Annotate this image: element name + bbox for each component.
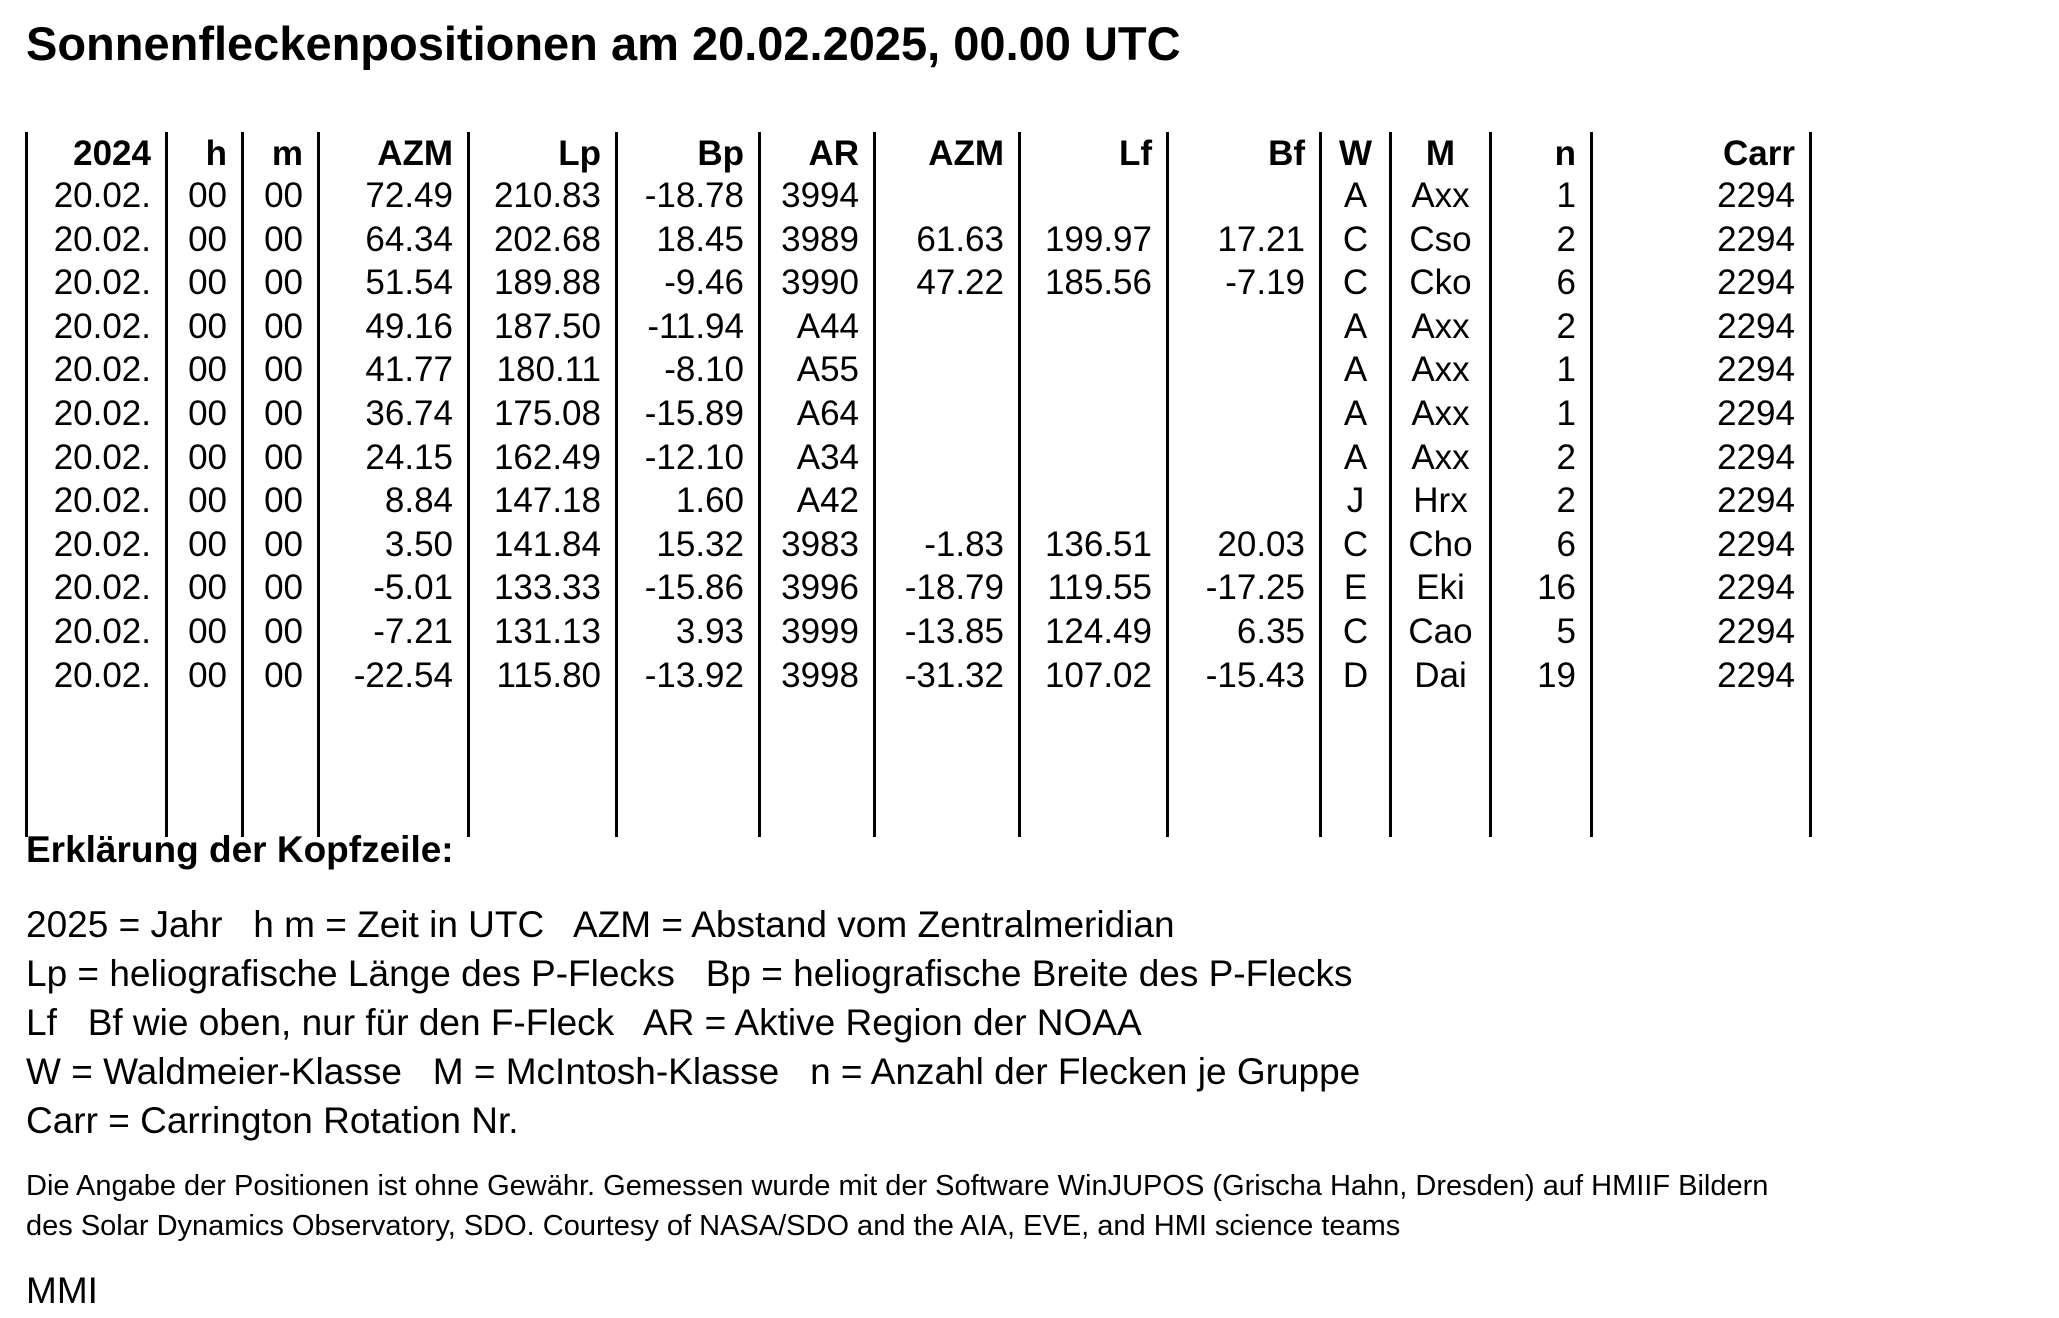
cell-azm-f: -31.32	[875, 654, 1020, 698]
cell-carrington: 2294	[1592, 654, 1811, 698]
cell-date: 20.02.	[27, 610, 167, 654]
cell-bp: -15.86	[617, 566, 760, 610]
cell-minute: 00	[243, 174, 319, 218]
cell-bf: -7.19	[1168, 261, 1321, 305]
col-header-carrington: Carr	[1592, 132, 1811, 174]
cell-date: 20.02.	[27, 348, 167, 392]
cell-bf: -15.43	[1168, 654, 1321, 698]
cell-waldmeier: J	[1321, 479, 1391, 523]
empty-cell	[319, 697, 469, 837]
col-header-minute: m	[243, 132, 319, 174]
cell-lf	[1020, 174, 1168, 218]
cell-bf	[1168, 305, 1321, 349]
cell-azm-p: 3.50	[319, 523, 469, 567]
empty-cell	[1168, 697, 1321, 837]
cell-mcintosh: Axx	[1391, 436, 1491, 480]
cell-lp: 210.83	[469, 174, 617, 218]
cell-azm-f	[875, 436, 1020, 480]
cell-hour: 00	[167, 436, 243, 480]
cell-mcintosh: Hrx	[1391, 479, 1491, 523]
cell-ar: 3989	[760, 218, 875, 262]
legend-heading: Erklärung der Kopfzeile:	[26, 829, 454, 870]
cell-carrington: 2294	[1592, 305, 1811, 349]
cell-count: 6	[1491, 261, 1592, 305]
cell-carrington: 2294	[1592, 566, 1811, 610]
cell-bp: 1.60	[617, 479, 760, 523]
empty-cell	[1592, 697, 1811, 837]
legend	[26, 900, 1360, 1145]
legend-line: Lf Bf wie oben, nur für den F-Fleck AR = Aktive Region der NOAA	[26, 1002, 1142, 1043]
col-header-hour: h	[167, 132, 243, 174]
table-row	[27, 566, 1811, 610]
cell-azm-p: 64.34	[319, 218, 469, 262]
table-row	[27, 305, 1811, 349]
cell-minute: 00	[243, 566, 319, 610]
cell-hour: 00	[167, 523, 243, 567]
cell-ar: 3990	[760, 261, 875, 305]
cell-azm-f	[875, 479, 1020, 523]
cell-hour: 00	[167, 218, 243, 262]
col-header-lp: Lp	[469, 132, 617, 174]
cell-ar: A55	[760, 348, 875, 392]
cell-lf: 124.49	[1020, 610, 1168, 654]
cell-date: 20.02.	[27, 174, 167, 218]
page-title: Sonnenfleckenpositionen am 20.02.2025, 00.00 UTC	[26, 17, 1181, 70]
cell-carrington: 2294	[1592, 610, 1811, 654]
table-header-row	[27, 132, 1811, 174]
cell-waldmeier: A	[1321, 436, 1391, 480]
cell-ar: A64	[760, 392, 875, 436]
sunspot-table	[25, 132, 1812, 837]
legend-line: Carr = Carrington Rotation Nr.	[26, 1100, 519, 1141]
cell-azm-f: 61.63	[875, 218, 1020, 262]
cell-minute: 00	[243, 348, 319, 392]
legend-line: W = Waldmeier-Klasse M = McIntosh-Klasse n = Anzahl der Flecken je Gruppe	[26, 1051, 1361, 1092]
empty-cell	[760, 697, 875, 837]
cell-carrington: 2294	[1592, 348, 1811, 392]
col-header-count: n	[1491, 132, 1592, 174]
cell-ar: 3983	[760, 523, 875, 567]
cell-minute: 00	[243, 392, 319, 436]
cell-date: 20.02.	[27, 566, 167, 610]
cell-azm-p: 72.49	[319, 174, 469, 218]
disclaimer-line: Die Angabe der Positionen ist ohne Gewähr. Gemessen wurde mit der Software WinJUPOS (Grischa Hahn, Dresden) auf HMIIF Bildern	[26, 1170, 1769, 1202]
cell-ar: A42	[760, 479, 875, 523]
cell-count: 19	[1491, 654, 1592, 698]
cell-count: 5	[1491, 610, 1592, 654]
cell-mcintosh: Cso	[1391, 218, 1491, 262]
cell-date: 20.02.	[27, 218, 167, 262]
cell-lf: 107.02	[1020, 654, 1168, 698]
cell-lp: 202.68	[469, 218, 617, 262]
cell-hour: 00	[167, 174, 243, 218]
empty-cell	[1321, 697, 1391, 837]
empty-cell	[27, 697, 167, 837]
cell-mcintosh: Cho	[1391, 523, 1491, 567]
cell-lp: 189.88	[469, 261, 617, 305]
cell-lf: 185.56	[1020, 261, 1168, 305]
cell-date: 20.02.	[27, 654, 167, 698]
cell-mcintosh: Eki	[1391, 566, 1491, 610]
legend-line: 2025 = Jahr h m = Zeit in UTC AZM = Abstand vom Zentralmeridian	[26, 904, 1175, 945]
cell-date: 20.02.	[27, 392, 167, 436]
author-initials: MMI	[26, 1270, 98, 1311]
cell-azm-p: -22.54	[319, 654, 469, 698]
cell-bp: -18.78	[617, 174, 760, 218]
cell-waldmeier: C	[1321, 523, 1391, 567]
cell-azm-p: 41.77	[319, 348, 469, 392]
empty-cell	[875, 697, 1020, 837]
cell-azm-p: 51.54	[319, 261, 469, 305]
table-row	[27, 174, 1811, 218]
cell-mcintosh: Axx	[1391, 392, 1491, 436]
cell-azm-p: 49.16	[319, 305, 469, 349]
cell-waldmeier: A	[1321, 305, 1391, 349]
cell-minute: 00	[243, 261, 319, 305]
cell-carrington: 2294	[1592, 392, 1811, 436]
cell-azm-p: -5.01	[319, 566, 469, 610]
cell-lp: 180.11	[469, 348, 617, 392]
cell-hour: 00	[167, 479, 243, 523]
cell-mcintosh: Cko	[1391, 261, 1491, 305]
cell-carrington: 2294	[1592, 174, 1811, 218]
cell-waldmeier: A	[1321, 348, 1391, 392]
col-header-ar: AR	[760, 132, 875, 174]
cell-lf	[1020, 392, 1168, 436]
cell-waldmeier: C	[1321, 218, 1391, 262]
empty-cell	[617, 697, 760, 837]
cell-waldmeier: E	[1321, 566, 1391, 610]
cell-lp: 187.50	[469, 305, 617, 349]
cell-bf: 20.03	[1168, 523, 1321, 567]
disclaimer-line: des Solar Dynamics Observatory, SDO. Courtesy of NASA/SDO and the AIA, EVE, and HMI science teams	[26, 1210, 1401, 1242]
col-header-waldmeier: W	[1321, 132, 1391, 174]
cell-date: 20.02.	[27, 305, 167, 349]
cell-count: 2	[1491, 305, 1592, 349]
cell-bp: -11.94	[617, 305, 760, 349]
cell-bf: -17.25	[1168, 566, 1321, 610]
cell-lf: 119.55	[1020, 566, 1168, 610]
cell-mcintosh: Cao	[1391, 610, 1491, 654]
cell-count: 6	[1491, 523, 1592, 567]
cell-bp: -9.46	[617, 261, 760, 305]
empty-cell	[1020, 697, 1168, 837]
cell-ar: 3998	[760, 654, 875, 698]
cell-lp: 141.84	[469, 523, 617, 567]
cell-hour: 00	[167, 392, 243, 436]
cell-lf	[1020, 436, 1168, 480]
table-body	[27, 174, 1811, 837]
cell-azm-f	[875, 392, 1020, 436]
cell-waldmeier: A	[1321, 392, 1391, 436]
cell-lf: 199.97	[1020, 218, 1168, 262]
table-row	[27, 348, 1811, 392]
cell-azm-f: -13.85	[875, 610, 1020, 654]
empty-cell	[1491, 697, 1592, 837]
col-header-year: 2024	[27, 132, 167, 174]
cell-minute: 00	[243, 436, 319, 480]
cell-bf	[1168, 479, 1321, 523]
cell-bp: -13.92	[617, 654, 760, 698]
cell-carrington: 2294	[1592, 261, 1811, 305]
cell-count: 16	[1491, 566, 1592, 610]
cell-azm-p: -7.21	[319, 610, 469, 654]
table-row	[27, 218, 1811, 262]
cell-lf	[1020, 305, 1168, 349]
cell-azm-f	[875, 348, 1020, 392]
cell-carrington: 2294	[1592, 436, 1811, 480]
cell-azm-p: 8.84	[319, 479, 469, 523]
cell-azm-f	[875, 305, 1020, 349]
cell-carrington: 2294	[1592, 218, 1811, 262]
cell-hour: 00	[167, 566, 243, 610]
cell-count: 2	[1491, 479, 1592, 523]
cell-bp: 15.32	[617, 523, 760, 567]
cell-minute: 00	[243, 523, 319, 567]
col-header-bp: Bp	[617, 132, 760, 174]
cell-minute: 00	[243, 654, 319, 698]
cell-count: 1	[1491, 174, 1592, 218]
col-header-azm-f: AZM	[875, 132, 1020, 174]
cell-minute: 00	[243, 610, 319, 654]
cell-azm-f: -18.79	[875, 566, 1020, 610]
cell-bp: -15.89	[617, 392, 760, 436]
cell-ar: A34	[760, 436, 875, 480]
table-row	[27, 392, 1811, 436]
cell-carrington: 2294	[1592, 523, 1811, 567]
cell-count: 1	[1491, 392, 1592, 436]
cell-bp: -12.10	[617, 436, 760, 480]
empty-cell	[469, 697, 617, 837]
cell-mcintosh: Axx	[1391, 348, 1491, 392]
cell-count: 1	[1491, 348, 1592, 392]
empty-cell	[1391, 697, 1491, 837]
col-header-bf: Bf	[1168, 132, 1321, 174]
table-row	[27, 523, 1811, 567]
cell-hour: 00	[167, 610, 243, 654]
table-row	[27, 436, 1811, 480]
cell-hour: 00	[167, 305, 243, 349]
cell-ar: 3999	[760, 610, 875, 654]
cell-lf: 136.51	[1020, 523, 1168, 567]
cell-lf	[1020, 479, 1168, 523]
table-filler-row	[27, 697, 1811, 837]
cell-lp: 162.49	[469, 436, 617, 480]
cell-waldmeier: C	[1321, 610, 1391, 654]
cell-lp: 133.33	[469, 566, 617, 610]
table-row	[27, 479, 1811, 523]
cell-azm-f: 47.22	[875, 261, 1020, 305]
cell-mcintosh: Dai	[1391, 654, 1491, 698]
cell-waldmeier: D	[1321, 654, 1391, 698]
cell-lf	[1020, 348, 1168, 392]
legend-line: Lp = heliografische Länge des P-Flecks Bp = heliografische Breite des P-Flecks	[26, 953, 1353, 994]
empty-cell	[243, 697, 319, 837]
cell-hour: 00	[167, 348, 243, 392]
cell-date: 20.02.	[27, 523, 167, 567]
col-header-lf: Lf	[1020, 132, 1168, 174]
table-row	[27, 261, 1811, 305]
cell-count: 2	[1491, 218, 1592, 262]
cell-bf	[1168, 436, 1321, 480]
cell-waldmeier: C	[1321, 261, 1391, 305]
cell-carrington: 2294	[1592, 479, 1811, 523]
cell-bp: 18.45	[617, 218, 760, 262]
cell-ar: 3996	[760, 566, 875, 610]
cell-lp: 147.18	[469, 479, 617, 523]
table-row	[27, 610, 1811, 654]
cell-bf: 17.21	[1168, 218, 1321, 262]
cell-bf	[1168, 348, 1321, 392]
cell-lp: 175.08	[469, 392, 617, 436]
cell-hour: 00	[167, 654, 243, 698]
cell-date: 20.02.	[27, 261, 167, 305]
disclaimer	[26, 1166, 1768, 1246]
cell-lp: 115.80	[469, 654, 617, 698]
cell-minute: 00	[243, 305, 319, 349]
cell-mcintosh: Axx	[1391, 174, 1491, 218]
cell-date: 20.02.	[27, 479, 167, 523]
cell-hour: 00	[167, 261, 243, 305]
cell-minute: 00	[243, 218, 319, 262]
cell-bp: 3.93	[617, 610, 760, 654]
cell-waldmeier: A	[1321, 174, 1391, 218]
cell-date: 20.02.	[27, 436, 167, 480]
cell-minute: 00	[243, 479, 319, 523]
cell-azm-f	[875, 174, 1020, 218]
empty-cell	[167, 697, 243, 837]
cell-ar: A44	[760, 305, 875, 349]
cell-mcintosh: Axx	[1391, 305, 1491, 349]
table-row	[27, 654, 1811, 698]
cell-azm-p: 36.74	[319, 392, 469, 436]
cell-count: 2	[1491, 436, 1592, 480]
cell-bf	[1168, 392, 1321, 436]
cell-bp: -8.10	[617, 348, 760, 392]
cell-azm-p: 24.15	[319, 436, 469, 480]
cell-bf: 6.35	[1168, 610, 1321, 654]
cell-ar: 3994	[760, 174, 875, 218]
cell-lp: 131.13	[469, 610, 617, 654]
cell-azm-f: -1.83	[875, 523, 1020, 567]
col-header-mcintosh: M	[1391, 132, 1491, 174]
cell-bf	[1168, 174, 1321, 218]
col-header-azm-p: AZM	[319, 132, 469, 174]
